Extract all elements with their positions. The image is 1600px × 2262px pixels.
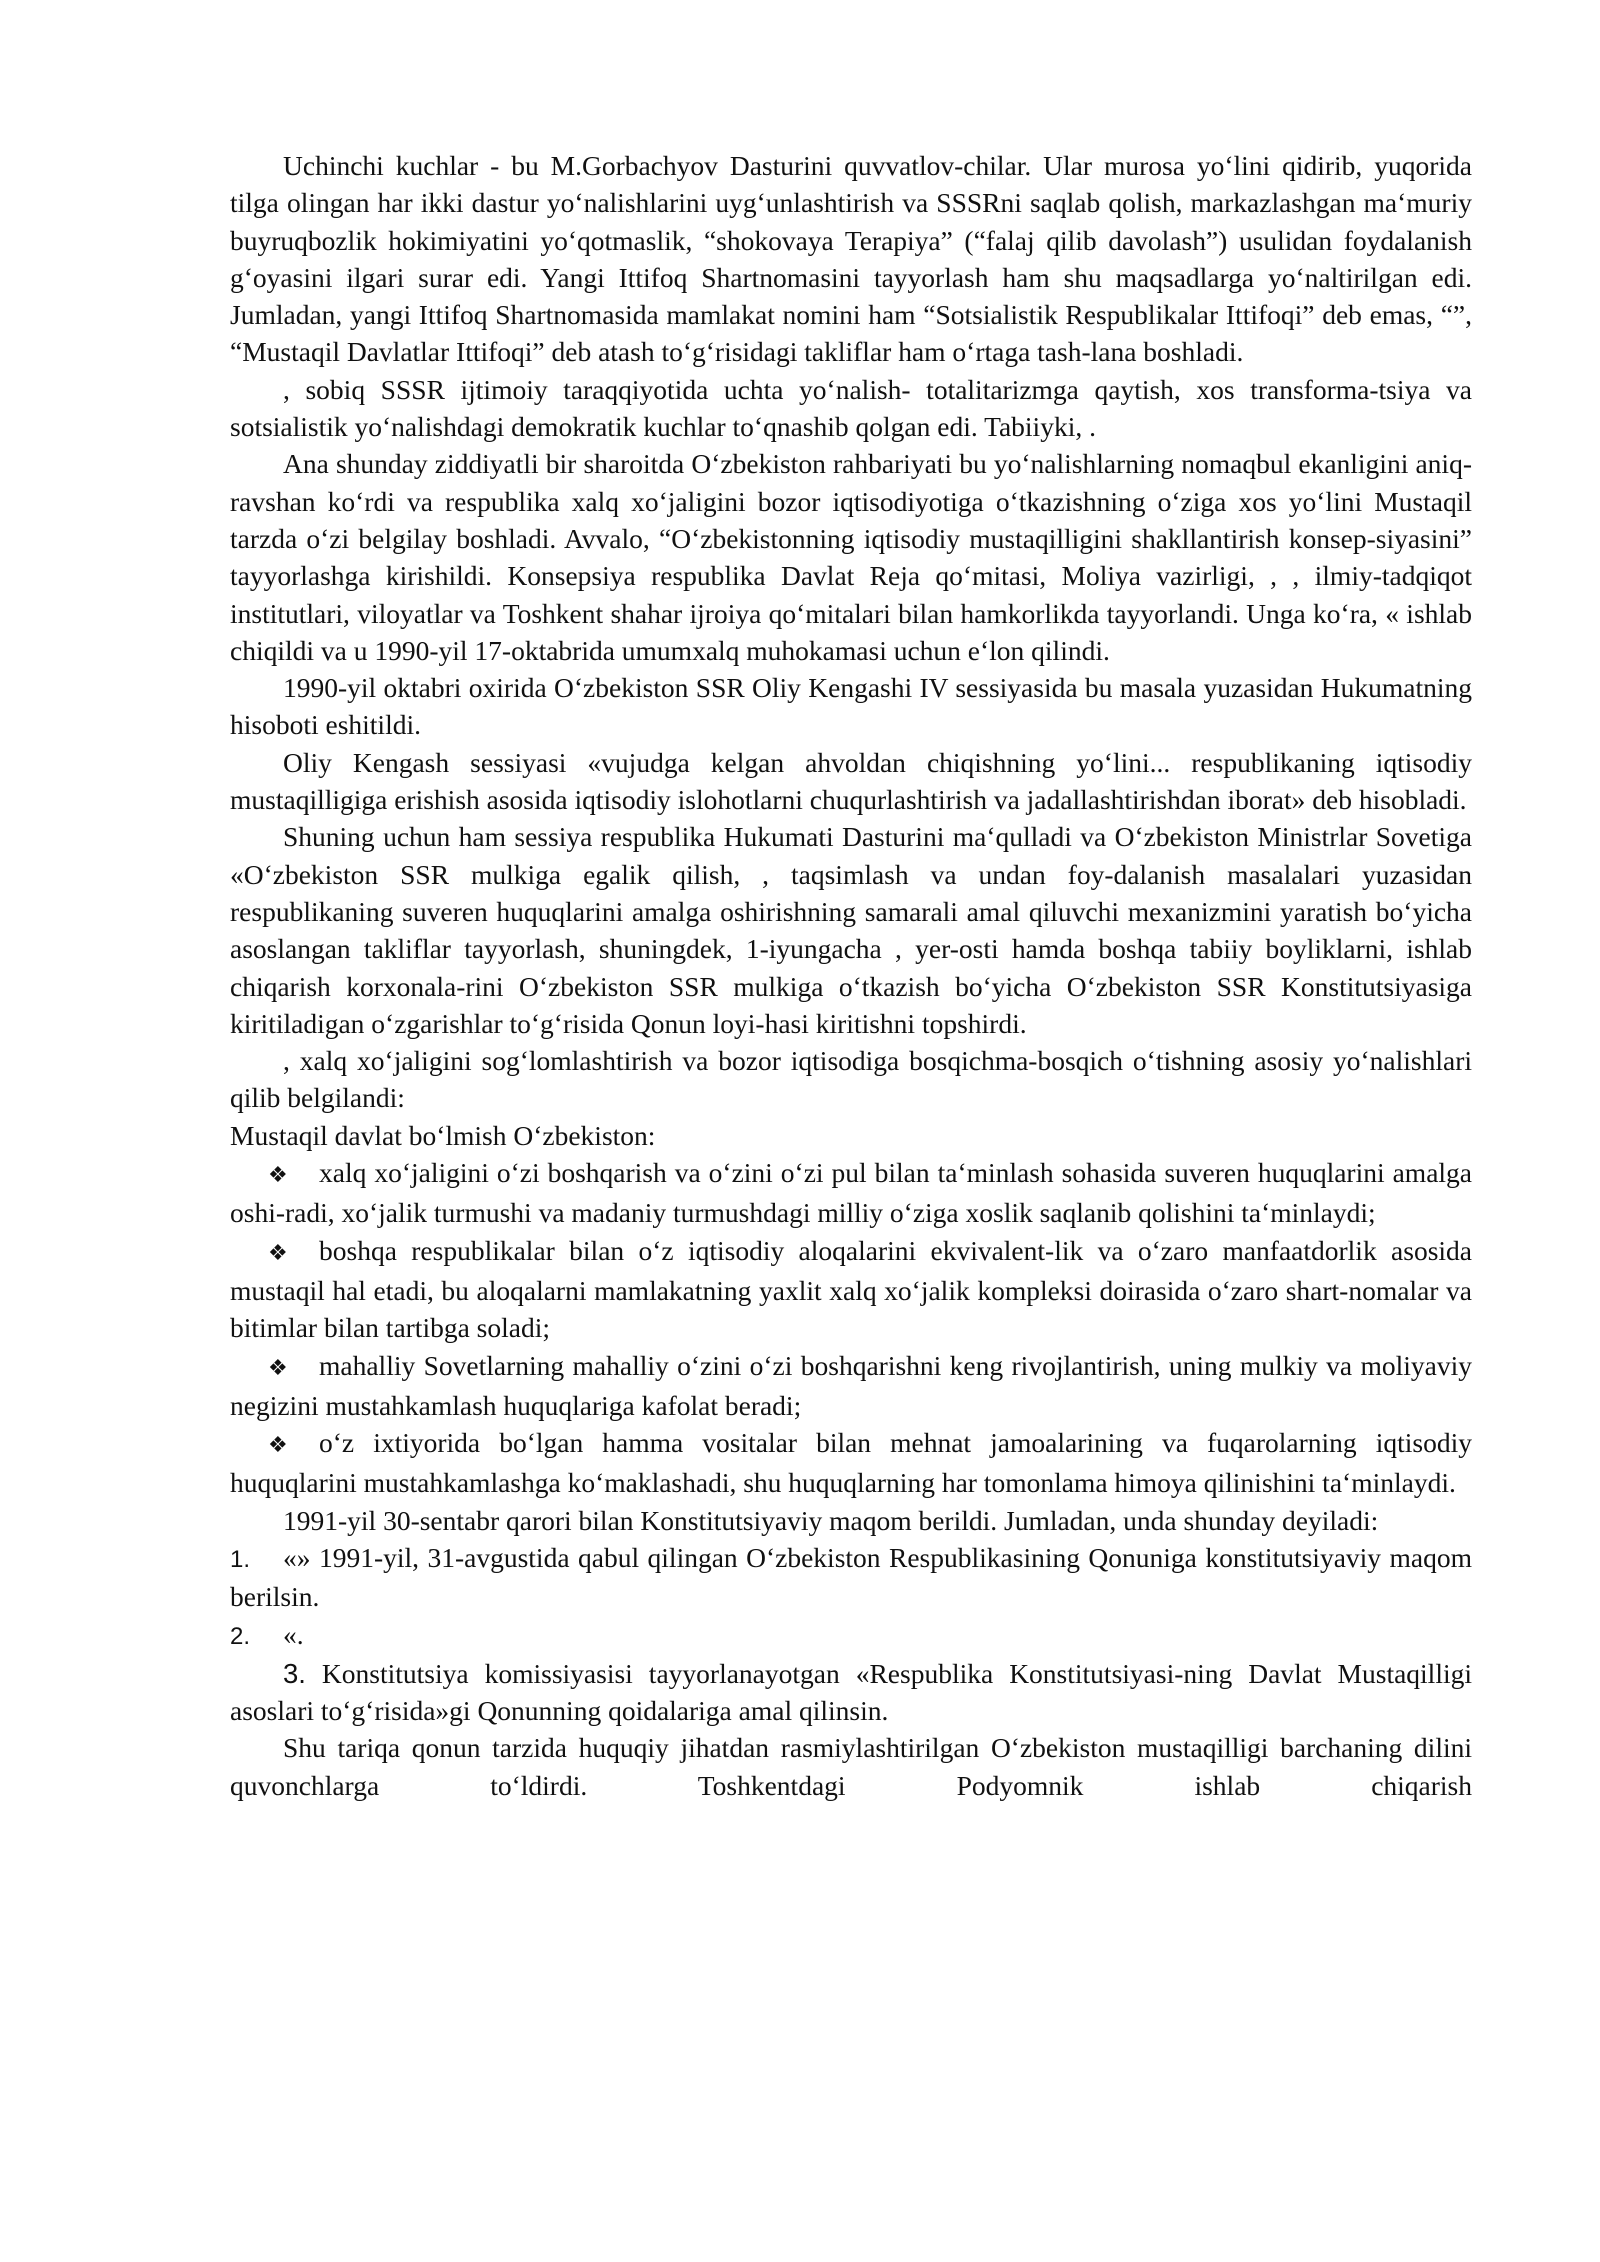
numbered-item	[230, 1539, 1472, 1616]
paragraph-2: , sobiq SSSR ijtimoiy taraqqiyotida uchta yo‘nalish- totalitarizmga qaytish, xos transforma-tsiya va sotsialistik yo‘nalishdagi demokratik kuchlar to‘qnashib qolgan edi. Tabiiyki, .	[230, 373, 1472, 443]
paragraph-5: Oliy Kengash sessiyasi «vujudga kelgan ahvoldan chiqishning yo‘lini... respublikaning iqtisodiy mustaqilligiga erishish asosida iqtisodiy islohotlarni chuqurlashtirish va jadallashtirishdan iborat» deb hisobladi.	[230, 746, 1472, 816]
paragraph-decree: 1991-yil 30-sentabr qarori bilan Konstitutsiyaviy maqom berildi. Jumladan, unda shunday deyiladi:	[283, 1504, 1379, 1536]
bullet-text: o‘z ixtiyorida bo‘lgan hamma vositalar bilan mehnat jamoalarining va fuqarolarning iqtisodiy huquqlarini mustahkamlashga ko‘maklashadi, shu huquqlarning har tomonlama himoya qilinishini ta‘minlaydi.	[230, 1427, 1472, 1499]
paragraph-4: 1990-yil oktabri oxirida O‘zbekiston SSR Oliy Kengashi IV sessiyasida bu masala yuzasidan Hukumatning hisoboti eshitildi.	[230, 672, 1472, 741]
paragraph-3: Ana shunday ziddiyatli bir sharoitda O‘zbekiston rahbariyati bu yo‘nalishlarning nomaqbul ekanligini aniq-ravshan ko‘rdi va respublika xalq xo‘jaligini bozor iqtisodiyotiga o‘tkazishning o‘ziga xos yo‘lini Mustaqil tarzda o‘zi belgilay boshladi. Avvalo, “O‘zbekistonning iqtisodiy mustaqilligini shakllantirish konsep-siyasini” tayyorlashga kirishildi. Konsepsiya respublika Davlat Reja qo‘mitasi, Moliya vazirligi, , , ilmiy-tadqiqot institutlari, viloyatlar va Toshkent shahar ijroiya qo‘mitalari bilan hamkorlikda tayyorlandi. Unga ko‘ra, « ishlab chiqildi va u 1990-yil 17-oktabrida umumxalq muhokamasi uchun e‘lon qilindi.	[230, 448, 1472, 666]
paragraph-final: Shu tariqa qonun tarzida huquqiy jihatdan rasmiylashtirilgan O‘zbekiston mustaqilligi barchaning dilini quvonchlarga to‘ldirdi. Toshkentdagi Podyomnik ishlab chiqarish	[230, 1732, 1472, 1801]
paragraph-7: , xalq xo‘jaligini sog‘lomlashtirish va bozor iqtisodiga bosqichma-bosqich o‘tishning asosiy yo‘nalishlari qilib belgilandi:	[230, 1045, 1472, 1114]
diamond-bullet-icon: ❖	[268, 1355, 288, 1381]
numbered-item	[230, 1655, 1472, 1730]
bullet-text: mahalliy Sovetlarning mahalliy o‘zini o‘zi boshqarishni keng rivojlantirish, uning mulkiy va moliyaviy negizini mustahkamlash huquqlariga kafolat beradi;	[230, 1349, 1472, 1421]
item-text: «» 1991-yil, 31-avgustida qabul qilingan O‘zbekiston Respublikasining Qonuniga konstitutsiyaviy maqom berilsin.	[230, 1541, 1472, 1613]
paragraph-6: Shuning uchun ham sessiya respublika Hukumati Dasturini ma‘qulladi va O‘zbekiston Ministrlar Sovetiga «O‘zbekiston SSR mulkiga egalik qilish, , taqsimlash va undan foy-dalanish masalalari yuzasidan respublikaning suveren huquqlarini amalga oshirishning samarali amal qiluvchi mexanizmini yaratish bo‘yicha asoslangan takliflar tayyorlash, shuningdek, 1-iyungacha , yer-osti hamda boshqa tabiiy boyliklarni, ishlab chiqarish korxonala-rini O‘zbekiston SSR mulkiga o‘tkazish bo‘yicha O‘zbekiston SSR Konstitutsiyasiga kiritiladigan o‘zgarishlar to‘g‘risida Qonun loyi-hasi kiritishni topshirdi.	[230, 821, 1472, 1039]
bullet-item	[230, 1154, 1472, 1232]
diamond-bullet-icon: ❖	[268, 1433, 288, 1459]
numbered-item	[230, 1616, 1472, 1655]
item-text: Konstitutsiya komissiyasisi tayyorlanayotgan «Respublika Konstitutsiyasi-ning Davlat Mustaqilligi asoslari to‘g‘risida»gi Qonunning qoidalariga amal qilinsin.	[230, 1657, 1472, 1727]
diamond-bullet-icon: ❖	[268, 1240, 288, 1266]
diamond-bullet-icon: ❖	[268, 1163, 288, 1189]
bullet-item	[230, 1424, 1472, 1502]
document-page	[230, 147, 1472, 1804]
bullet-item	[230, 1232, 1472, 1347]
paragraph-1: Uchinchi kuchlar - bu M.Gorbachyov Dasturini quvvatlov-chilar. Ular murosa yo‘lini qidirib, yuqorida tilga olingan har ikki dastur yo‘nalishlarini uyg‘unlashtirish va SSSRni saqlab qolish, markazlashgan ma‘muriy buyruqbozlik hokimiyatini yo‘qotmaslik, “shokovaya Terapiya” (“falaj qilib davolash”) usulidan foydalanish g‘oyasini ilgari surar edi. Yangi Ittifoq Shartnomasini tayyorlash ham shu maqsadlarga yo‘naltirilgan edi. Jumladan, yangi Ittifoq Shartnomasida mamlakat nomini ham “Sotsialistik Respublikalar Ittifoqi” deb emas, “”, “Mustaqil Davlatlar Ittifoqi” deb atash to‘g‘risidagi takliflar ham o‘rtaga tash-lana boshladi.	[230, 150, 1472, 368]
bullet-text: xalq xo‘jaligini o‘zi boshqarish va o‘zini o‘zi pul bilan ta‘minlash sohasida suveren huquqlarini amalga oshi-radi, xo‘jalik turmushi va madaniy turmushdagi milliy o‘ziga xoslik saqlanib qolishini ta‘minlaydi;	[230, 1157, 1472, 1229]
item-number: 2.	[230, 1622, 251, 1650]
item-number: 3.	[283, 1657, 306, 1689]
bullet-item	[230, 1347, 1472, 1425]
paragraph-8: Mustaqil davlat bo‘lmish O‘zbekiston:	[230, 1119, 656, 1151]
item-text: «.	[283, 1618, 304, 1650]
bullet-text: boshqa respublikalar bilan o‘z iqtisodiy aloqalarini ekvivalent-lik va o‘zaro manfaatdorlik asosida mustaqil hal etadi, bu aloqalarni mamlakatning yaxlit xalq xo‘jalik kompleksi doirasida o‘zaro shart-nomalar va bitimlar bilan tartibga soladi;	[230, 1234, 1472, 1344]
item-number: 1.	[230, 1545, 251, 1573]
